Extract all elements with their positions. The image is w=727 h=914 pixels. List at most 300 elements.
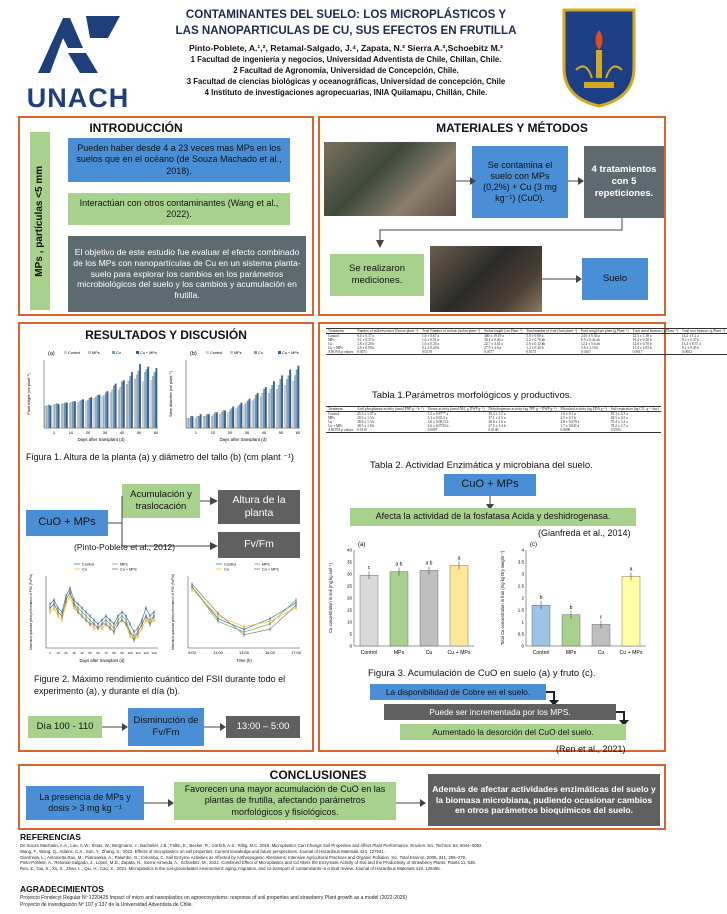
bar [237, 407, 239, 428]
x-axis-label: Days after transplant (d) [79, 658, 125, 663]
y-tick-label: 15 [346, 607, 352, 613]
table-cell: 22.3 ± 1.38 a [632, 334, 652, 338]
table-cell: 0.5503 [610, 428, 621, 432]
data-point [133, 635, 135, 637]
table-cell: 0.0140 [488, 428, 499, 432]
data-point [217, 620, 219, 622]
data-point [77, 607, 79, 609]
fig-panel-label: (b) [190, 351, 197, 357]
data-point [153, 611, 155, 613]
y-tick-label: 0 [521, 643, 524, 649]
bar [273, 381, 275, 428]
bar [64, 403, 66, 428]
table-cell: 8.5 ± 0.42 ab [581, 338, 600, 342]
table-cell: 5.6 ± 2.10 b [581, 346, 599, 350]
table-cell: 12.0 ± 0.70 b [632, 342, 652, 346]
bar [46, 406, 48, 428]
bar [276, 389, 278, 428]
data-point [97, 623, 99, 625]
table-cell: 9.4 ± 0.37 a [357, 334, 375, 338]
bar [215, 412, 217, 428]
table-cell: 81.3 ± 4.3 a [610, 412, 628, 416]
table-cell: ANOVA p values [328, 350, 354, 354]
data-point [89, 615, 91, 617]
data-point [191, 588, 193, 590]
bar [123, 380, 125, 428]
bar [198, 416, 200, 428]
x-tick-label: 90 [120, 651, 124, 655]
y-axis-label: Cu concentration in soil (mg kg soil⁻¹) [328, 563, 333, 633]
bar [74, 401, 76, 428]
y-tick-label: 10 [346, 619, 352, 625]
data-point [49, 603, 51, 605]
y-axis-label: Maximum quantum yield performance of PSII (Fv/Fm) [29, 574, 33, 650]
udec-seal [562, 8, 636, 108]
table-cell: 36.4 ± 0.40 a [484, 338, 503, 342]
legend-swatch [112, 351, 115, 354]
x-tick-label: 1 [49, 651, 51, 655]
references-title: REFERENCIAS [20, 832, 81, 842]
x-tick-label: 110 [135, 651, 141, 655]
legend-label: Control [224, 562, 237, 567]
data-point [93, 623, 95, 625]
methods-arrow-4 [542, 274, 582, 284]
data-point [113, 627, 115, 629]
table-cell: 24.9 ± 5.36 a [581, 334, 600, 338]
reference-item: Wang, F., Wang, Q., Adams, C.A., Sun, Y., Zhang, S., 2022. Effects of microplastics on soil properties: Current knowledge and future perspectives. Journal of Hazardous Materials 424, 127531. [20, 848, 385, 854]
bar [126, 384, 128, 428]
bar [298, 366, 300, 428]
bar [102, 397, 104, 428]
data-point [269, 628, 271, 630]
bar [190, 416, 192, 428]
x-tick-label: 60 [295, 430, 301, 435]
data-point [73, 603, 75, 605]
significance-letter: a [457, 555, 461, 562]
legend-label: Cu [258, 351, 263, 355]
table-cell: Cu [328, 420, 333, 424]
data-point [153, 615, 155, 617]
bar [94, 398, 96, 428]
bar [245, 403, 247, 428]
table-cell: 1.6 ± 0.1 a [560, 412, 576, 416]
aumentado-box: Aumentado la desorción del CuO del suelo. [400, 724, 626, 740]
conclusion-box-2: Favorecen una mayor acumulación de CuO en las plantas de frutilla, afectando parámetros morfológicos y fisiológicos. [174, 782, 396, 820]
methods-panel [318, 116, 666, 316]
bar [99, 395, 101, 428]
data-point [85, 619, 87, 621]
bar [103, 395, 105, 428]
fig2-caption: Figure 2. Máximo rendimiento cuántico del FSII durante todo el experimento (a), y durante el día (b). [34, 674, 286, 696]
table-header-cell: Total root biomass (g Plant⁻¹) [681, 329, 725, 333]
bar [221, 412, 223, 428]
data-point [243, 634, 245, 636]
table-header-cell: Microbial activity (ug FDA g⁻¹) [560, 407, 607, 411]
methods-title: MATERIALES Y MÉTODOS [436, 121, 588, 135]
conclusions-panel [18, 764, 666, 830]
table-cell: 0.2 ± 0.20 b [421, 346, 440, 350]
bar [213, 414, 215, 428]
data-point [89, 623, 91, 625]
mps-side-label [30, 132, 50, 310]
data-point [145, 615, 147, 617]
reference-item: Gianfreda, L.; Antonietta Rao, M.; Piotrowska, A.; Palumbo, G.; Colombo, C. Soil Enzyme Activities as Affected by Anthropogenic Alterations: Intensive Agricultural Practices and Organic Pollution. Sci. Total Environ. 2005, 341, 265–279. [20, 854, 467, 860]
data-point [81, 611, 83, 613]
legend-swatch [88, 351, 91, 354]
table-cell: 9.2 ± 0.45 b [681, 346, 700, 350]
data-point [121, 611, 123, 613]
intro-panel [18, 116, 314, 316]
bar [66, 403, 68, 428]
results-panel [18, 322, 314, 752]
legend-swatch [206, 351, 209, 354]
unach-wordmark: UNACH [26, 83, 130, 113]
y-tick-label: 5 [349, 631, 352, 637]
references-list [20, 843, 670, 872]
bar [69, 404, 71, 428]
data-point [49, 607, 51, 609]
data-point [295, 599, 297, 601]
x-tick-label: Cu [425, 650, 433, 656]
bar [61, 404, 63, 428]
bar [280, 379, 282, 428]
bar [128, 381, 130, 428]
y-tick-label: 0.5 [517, 631, 524, 637]
data-point [153, 619, 155, 621]
y-tick-label: 30 [346, 571, 352, 577]
table-row [326, 428, 661, 433]
bar [216, 412, 218, 428]
x-tick-label: Cu + MPs [619, 650, 643, 656]
x-tick-label: Control [360, 650, 378, 656]
significance-letter: c [367, 565, 371, 572]
fig3-caption: Figura 3. Acumulación de CuO en suelo (a) y fruto (c). [368, 668, 596, 679]
table-cell: 79.4 ± 3.2 a [610, 420, 628, 424]
legend-label: Control [68, 351, 81, 355]
data-point [125, 615, 127, 617]
data-point [101, 619, 103, 621]
fig1b-chart [166, 346, 304, 448]
bar [219, 414, 221, 428]
data-point [109, 627, 111, 629]
data-point [85, 611, 87, 613]
x-tick-label: 30 [102, 430, 108, 435]
bar [270, 389, 272, 428]
table-cell: 1.8 ± 0.20 b [357, 342, 375, 346]
table-cell: 25.3 ± 1.07 a [357, 412, 376, 416]
data-point [125, 619, 127, 621]
x-tick-label: 11:00 [213, 650, 223, 655]
y-tick-label: 3.5 [517, 559, 524, 565]
bar [89, 398, 91, 428]
bar [138, 371, 140, 428]
x-tick-label: 1 [52, 430, 56, 435]
legend-label: Cu + MPs [282, 351, 299, 355]
data-point [117, 619, 119, 621]
x-tick-label: Control [532, 650, 550, 656]
bar [211, 416, 213, 428]
data-point [89, 619, 91, 621]
data-point [93, 627, 95, 629]
table-cell: 37.1 ± 2.5 a [488, 416, 506, 420]
data-point [149, 619, 151, 621]
legend-swatch [278, 351, 281, 354]
table-cell: 0.0002 [681, 350, 692, 354]
table2-caption: Tabla 2. Actividad Enzimática y microbiana del suelo. [370, 460, 593, 471]
puede-box: Puede ser incrementada por los MPS. [384, 704, 616, 720]
x-tick-label: 60 [153, 430, 159, 435]
bar [112, 390, 114, 428]
x-tick-label: 20 [85, 430, 91, 435]
table2 [326, 406, 661, 433]
significance-letter: a [629, 566, 633, 573]
bar [286, 379, 288, 428]
data-point [69, 591, 71, 593]
bar [130, 376, 132, 428]
plants-photo [324, 142, 456, 216]
fig3a-chart [324, 538, 482, 670]
x-tick-label: 13:00 [238, 650, 250, 655]
bar [134, 379, 136, 428]
bar [229, 411, 231, 428]
bar [562, 615, 580, 646]
data-point [105, 615, 107, 617]
bar [206, 414, 208, 428]
data-point [133, 639, 135, 641]
x-tick-label: 60 [96, 651, 100, 655]
x-tick-label: 10 [210, 430, 216, 435]
table-cell: 1.0 ± 0.45 a [421, 342, 439, 346]
bar [118, 390, 120, 428]
bar [107, 391, 109, 428]
bar [136, 375, 138, 428]
data-point [149, 623, 151, 625]
disminucion-box: Disminución de Fv/Fm [128, 708, 204, 746]
data-point [85, 615, 87, 617]
intro-box-3: El objetivo de este estudio fue evaluar el efecto combinado de los MPs con nanopartículas de Cu en un sistema planta-suelo para explorar los cambios en los parámetros microbiológicos del suelo y los cambios y acumulación en frutilla. [68, 236, 306, 312]
legend-label: Control [210, 351, 223, 355]
pinto-reference: (Pinto-Poblete et al., 2012) [74, 542, 176, 552]
bar [360, 575, 378, 646]
bar [223, 411, 225, 428]
y-tick-label: 25 [346, 583, 352, 589]
legend-label: Cu [116, 351, 121, 355]
bar [249, 399, 251, 428]
bar [532, 605, 550, 646]
x-tick-label: 30 [72, 651, 76, 655]
data-point [57, 611, 59, 613]
x-tick-label: MPs [565, 650, 577, 656]
table-header-cell: Treatment [326, 407, 355, 412]
bar [254, 399, 256, 428]
table-cell: 0.0071 [357, 350, 367, 354]
bar [232, 407, 234, 428]
legend-label: MPs [120, 562, 128, 567]
x-tick-label: 40 [261, 430, 267, 435]
bar [252, 401, 254, 428]
bar [257, 393, 259, 428]
reference-item: Ren, Z., Gui, X., Xu, X., Zhao, L., Qiu, H., Cao, X., 2021. Microplastics in the soil-groundwater environment: aging, migration, and co-transport of contaminants–a critical review. Journal of Hazardous Materials 419, 126455. [20, 866, 441, 872]
y-tick-label: 0 [349, 643, 352, 649]
bar [260, 397, 262, 428]
table-header-cell: Fruit weight per plant (g Plant⁻¹) [581, 329, 629, 333]
table-cell: 28.5 ± 1.8 b [357, 424, 375, 428]
data-point [65, 595, 67, 597]
y-tick-label: 40 [346, 547, 352, 553]
table-cell: Cu + MPs [328, 346, 343, 350]
bar [56, 404, 58, 428]
table-header-cell: Acid phosphatase activity (umol PNP g⁻¹ h⁻¹) [357, 407, 424, 411]
tables-panel [318, 322, 725, 754]
x-tick-label: 50 [278, 430, 284, 435]
table-cell: 9.2 ± 0.37 b [681, 338, 700, 342]
bar [144, 372, 146, 428]
table-header-cell: Treatments [326, 329, 355, 334]
affiliation-1: 1 Facultad de ingeniería y negocios, Universidad Adventista de Chile, Chillan, Chile. [190, 55, 502, 64]
table-row [326, 350, 727, 355]
y-axis-label: Maximum quantum yield performance of PSII (Fv/Fm) [171, 574, 175, 650]
table-cell: 3.2 ± 0.37 b [357, 338, 375, 342]
table-cell: Cu [328, 342, 333, 346]
data-point [141, 627, 143, 629]
legend-label: MPs [92, 351, 100, 355]
bar [154, 372, 156, 428]
unach-logo [8, 8, 148, 113]
bar [265, 387, 267, 428]
data-point [105, 619, 107, 621]
bar [285, 385, 287, 428]
data-point [113, 623, 115, 625]
affiliation-4: 4 Instituto de investigaciones agropecuarias, INIA Quilamapu, Chillán, Chile. [204, 88, 488, 97]
bar [224, 411, 226, 428]
bar [205, 416, 207, 428]
bar [450, 566, 468, 646]
fig-panel-label: (c) [530, 542, 537, 548]
acknowledgements-title: AGRADECIMIENTOS [20, 884, 104, 894]
affiliation-3: 3 Facultad de ciencias biológicas y oceanográficas, Universidad de concepción, Chile [186, 77, 506, 86]
table-cell: 0.0017 [632, 350, 643, 354]
table-cell: 22.7 ± 4.61 a [484, 342, 503, 346]
table-cell: 0.0110 [357, 428, 367, 432]
table-cell: 84.5 ± 4.5 a [610, 416, 628, 420]
bar [71, 402, 73, 428]
bar [268, 393, 270, 428]
unach-emblem-icon [8, 8, 148, 80]
x-axis-label: Days after transplant (d) [219, 437, 267, 442]
bar [90, 397, 92, 428]
bar [82, 399, 84, 428]
bar [146, 370, 148, 428]
x-axis-label: Time (h) [236, 658, 252, 663]
table-cell: 27.9 ± 4.6 a [484, 346, 502, 350]
table-cell: 13.2 ± 0.57 a [681, 342, 701, 346]
bar [200, 414, 202, 428]
data-point [125, 623, 127, 625]
significance-letter: a b [395, 561, 403, 568]
bar [63, 404, 65, 428]
table-cell: MPs [328, 416, 335, 420]
y-tick-label: 4 [521, 547, 524, 553]
university-crest-icon [562, 8, 636, 108]
fig2b-chart [166, 560, 304, 668]
bar [272, 385, 274, 428]
table-cell: 1.7 ± 0.041 a [560, 424, 580, 428]
legend-swatch [254, 351, 257, 354]
data-point [73, 607, 75, 609]
data-point [145, 607, 147, 609]
x-tick-label: MPs [393, 650, 405, 656]
bar [139, 364, 141, 428]
bar [50, 406, 52, 428]
bar [131, 372, 133, 428]
bar [121, 382, 123, 428]
bar [263, 389, 265, 428]
x-tick-label: 9:00 [188, 650, 196, 655]
data-point [133, 631, 135, 633]
bar [278, 385, 280, 428]
table-cell: 27.5 ± 1.4 b [488, 424, 506, 428]
data-point [121, 619, 123, 621]
x-tick-label: 70 [104, 651, 108, 655]
table-cell: 0.0175 [526, 350, 537, 354]
bar [79, 401, 81, 428]
bar [289, 370, 291, 428]
data-point [77, 603, 79, 605]
y-tick-label: 2.5 [517, 583, 524, 589]
bar [294, 376, 296, 428]
bar [97, 395, 99, 428]
table-cell: 1.8 ± 0.079 a [560, 420, 580, 424]
data-point [243, 626, 245, 628]
bar [87, 400, 89, 428]
x-tick-label: 100 [127, 651, 133, 655]
table-cell: 78.2 ± 2.7 a [610, 424, 628, 428]
table1-caption: Tabla 1.Parámetros morfológicos y productivos. [372, 390, 573, 401]
data-point [113, 631, 115, 633]
significance-letter: b [539, 595, 543, 602]
x-tick-label: 50 [136, 430, 142, 435]
data-point [57, 607, 59, 609]
table-header-cell: Stolon length (cm Plant⁻¹) [484, 329, 523, 333]
bar [228, 412, 230, 428]
data-point [109, 623, 111, 625]
data-point [57, 615, 59, 617]
x-axis-label: Days after transplant (d) [77, 437, 125, 442]
bar [55, 404, 57, 428]
bar [77, 403, 79, 428]
table-header-cell: Urease activity (umol NH₄ g DWP g⁻¹) [427, 407, 485, 411]
data-point [137, 635, 139, 637]
results-title: RESULTADOS Y DISCUSIÓN [85, 328, 247, 342]
y-tick-label: 3 [521, 571, 524, 577]
methods-box-4: Suelo [582, 258, 648, 300]
bar [203, 416, 205, 428]
y-axis-label: Total Cu concentration in fruit (mg kg Dry weight⁻¹) [500, 550, 505, 646]
table2-wrap [326, 406, 662, 433]
table-header-cell: Total aerial biomass (g Plant⁻¹) [632, 329, 678, 333]
table-cell: 14.2 ± 1.2 a [681, 334, 699, 338]
fvfm-box: Fv/Fm [218, 532, 300, 558]
data-point [141, 623, 143, 625]
bar [192, 416, 194, 428]
table-cell: 36.8 ± 1.6 a [488, 420, 506, 424]
table-header-cell: Dehydrogenase activity (ug TPF g⁻¹ DWP g⁻¹) [488, 407, 557, 411]
bar [113, 386, 115, 428]
x-tick-label: 10 [56, 651, 60, 655]
table-cell: 3.1 ± 0.65.2 a [427, 416, 448, 420]
x-tick-label: 40 [119, 430, 125, 435]
data-point [97, 627, 99, 629]
